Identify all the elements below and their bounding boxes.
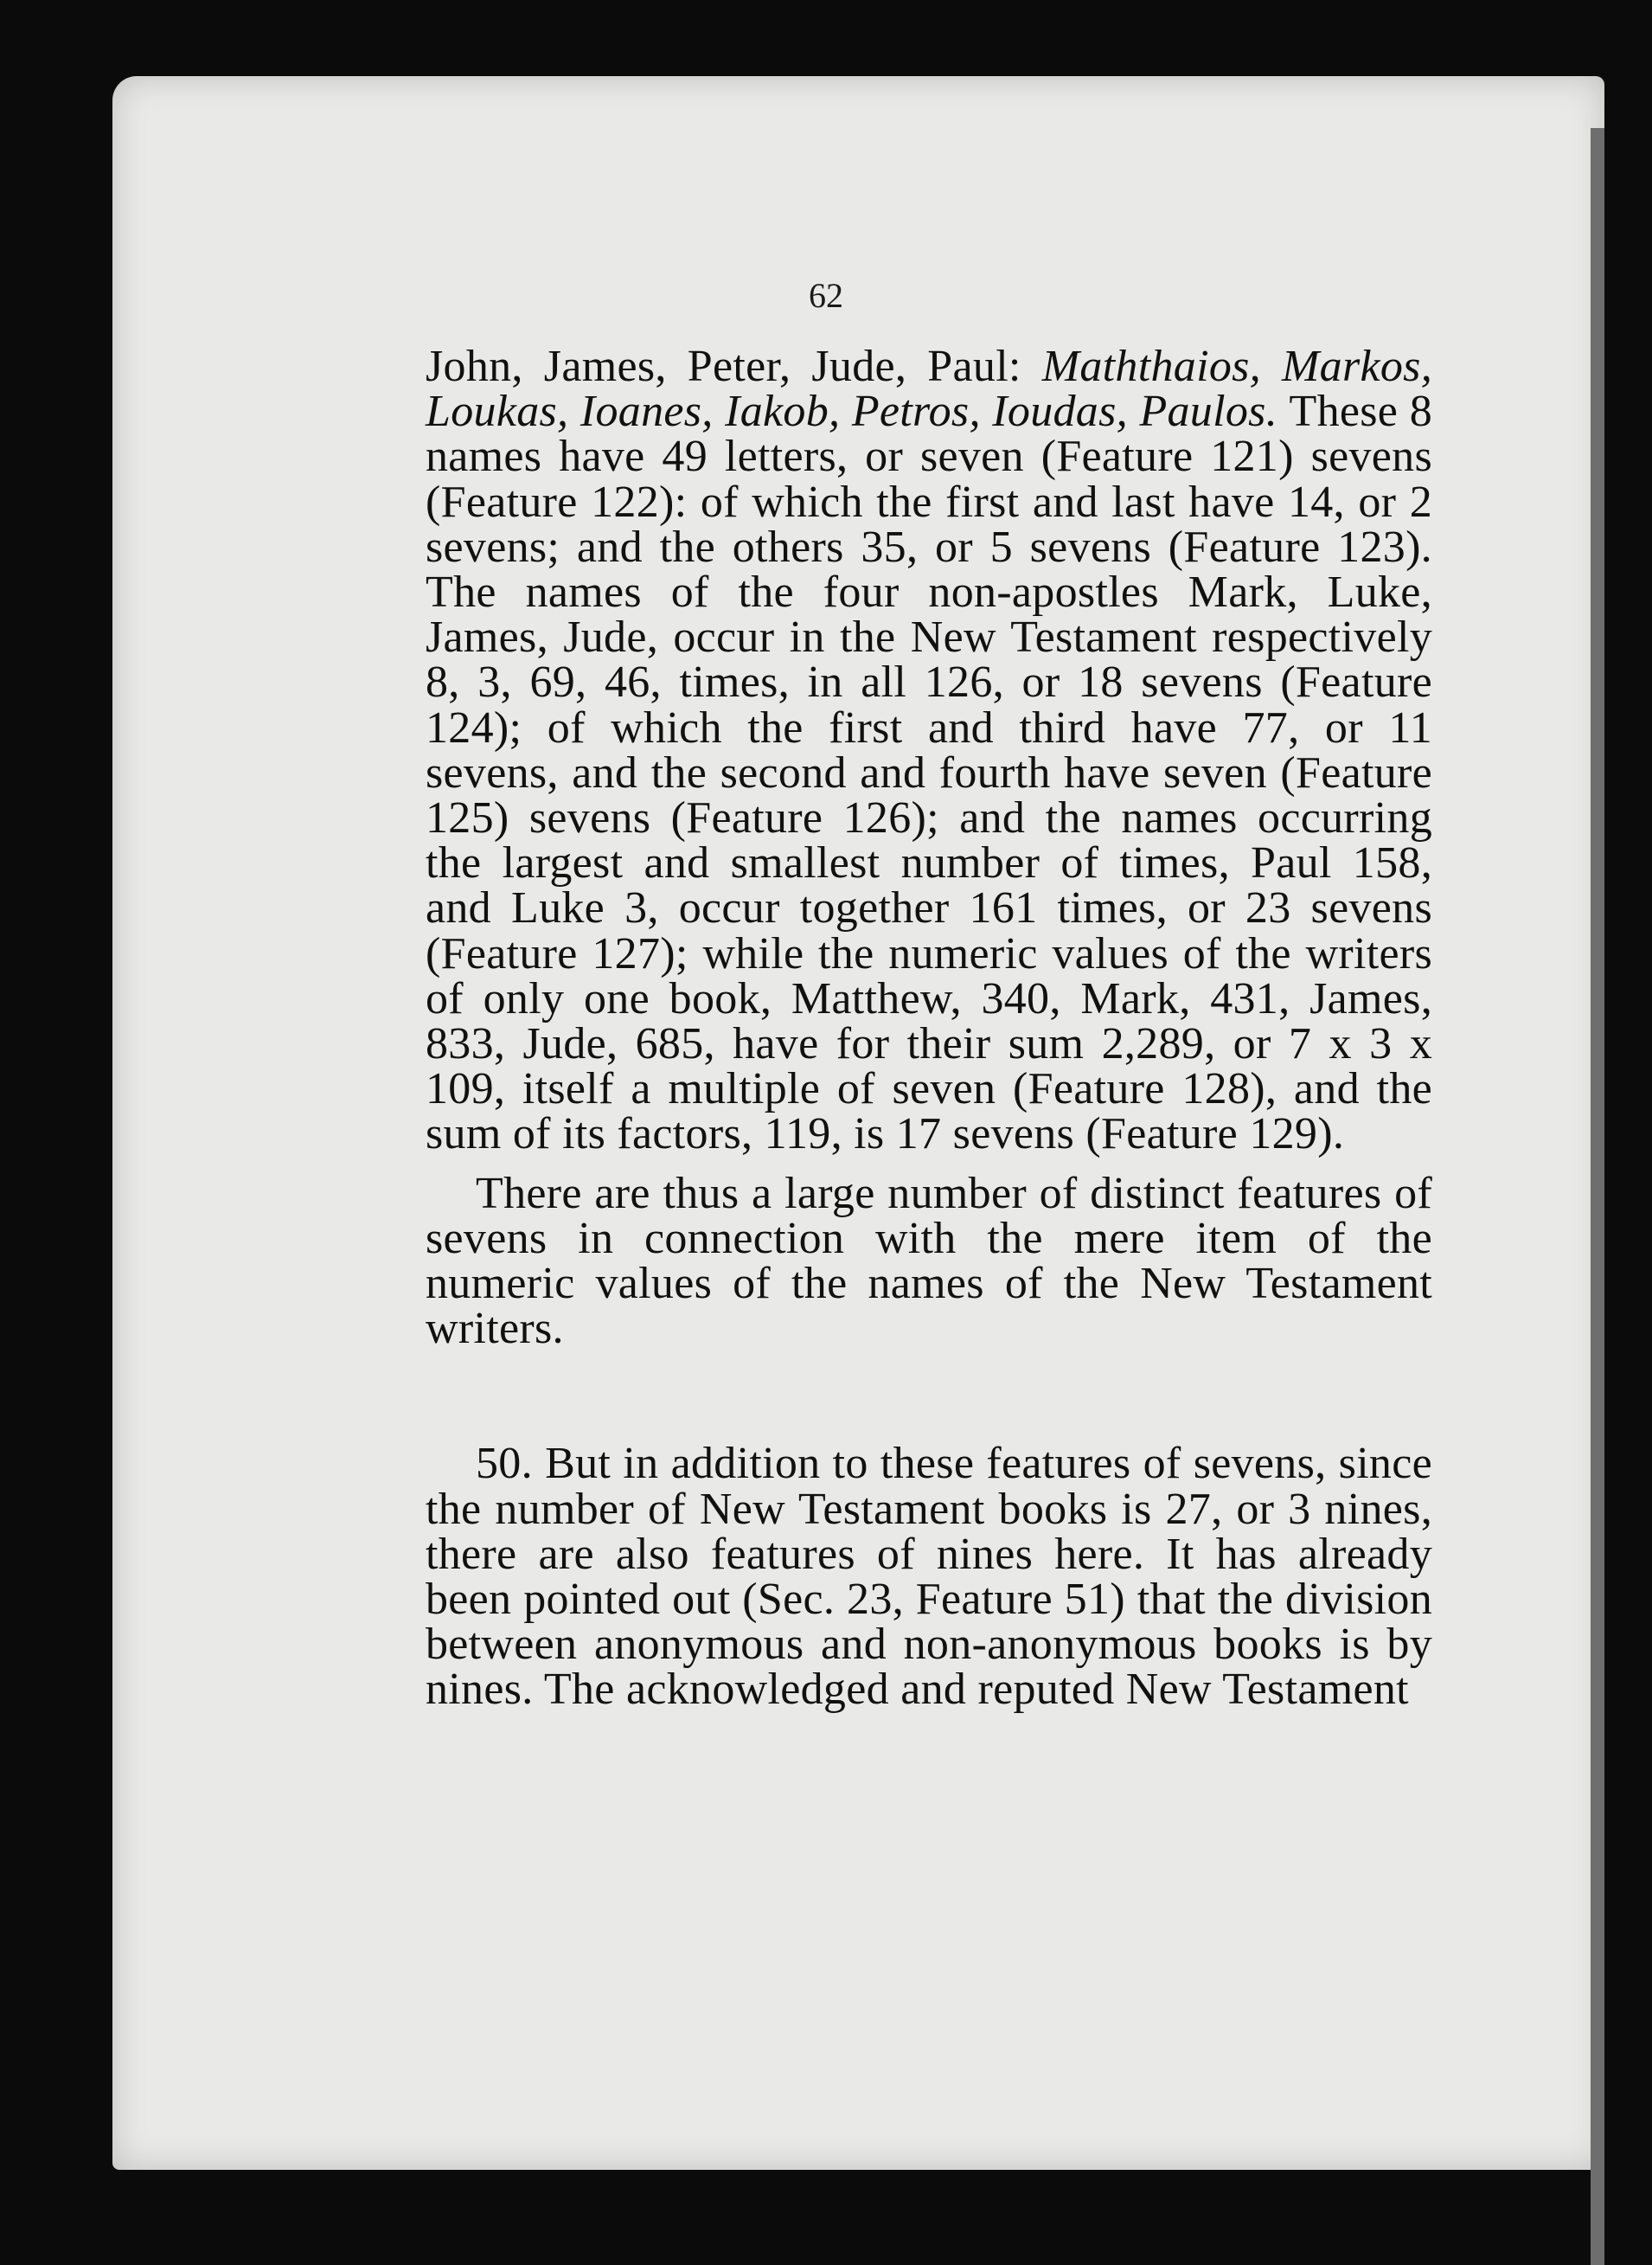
paragraph-lead: John, James, Peter, Jude, Paul: (426, 342, 1042, 391)
body-text (426, 344, 1432, 1713)
page-number: 62 (809, 276, 843, 315)
paragraph-body: These 8 names have 49 letters, or seven (Feature 121) sevens (Feature 122): of which the first and last have 14, or 2 sevens; and the others 35, or 5 sevens (Feature 123). The names of the four non-apostles Mark, Luke, James, Jude, occur in the New Testament respectively 8, 3, 69, 46, times, in all 126, or 18 sevens (Feature 124); of which the first and third have 77, or 11 sevens, and the second and fourth have seven (Feature 125) sevens (Feature 126); and the names occurring the largest and smallest number of times, Paul 158, and Luke 3, occur together 161 times, or 23 sevens (Feature 127); while the numeric values of the writers of only one book, Matthew, 340, Mark, 431, James, 833, Jude, 685, have for their sum 2,289, or 7 x 3 x 109, itself a multiple of seven (Feature 128), and the sum of its factors, 119, is 17 sevens (Feature 129). (426, 387, 1432, 1159)
paragraph-summary: There are thus a large number of distinct features of sevens in connection with the mere item of the numeric values of the names of the New Testament writers. (426, 1168, 1432, 1354)
paragraph-writers-names (426, 344, 1432, 1158)
page-edge-shadow (1591, 128, 1604, 2265)
greek-names: Maththaios, Markos, Loukas, Ioanes, Iakob, Petros, Ioudas, Paulos. (426, 342, 1433, 437)
paragraph-section-50: 50. But in addition to these features of sevens, since the number of New Testament books is 27, or 3 nines, there are also features of nines here. It has already been pointed out (Sec. 23, Feature 51) that the division between anonymous and non-anonymous books is by nines. The acknowledged and reputed New Testament (426, 1439, 1432, 1715)
